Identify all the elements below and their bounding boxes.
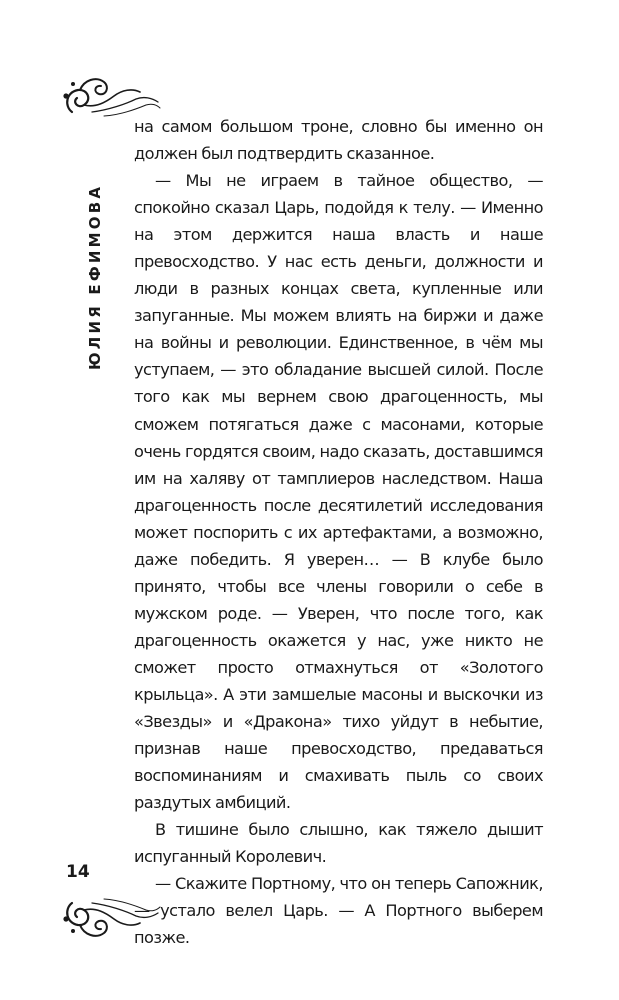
flourish-ornament-bottom [62,895,162,945]
page-number: 14 [66,862,90,882]
paragraph-4: — Скажите Портному, что он теперь Сапожник, — устало велел Царь. — А Портного выберем позже. [134,874,543,948]
author-name: ЮЛИЯ ЕФИМОВА [86,183,104,370]
text-body [134,113,543,951]
paragraph-2: — Мы не играем в тайное общество, — спокойно сказал Царь, подойдя к телу. — Именно на этом держится наша власть и наше превосходство. У нас есть деньги, должности и люди в разных концах света, купленные или запуганные. Мы можем влиять на биржи и даже на войны и революции. Единственное, в чём мы уступаем, — это обладание высшей силой. После того как мы вернем свою драгоценность, мы сможем потягаться даже с масонами, которые очень гордятся своим, надо сказать, доставшимся им на халяву от тамплиеров наследством. Наша драгоценность после десятилетий исследования может поспорить с их артефактами, а возможно, даже победить. Я уверен… — В клубе было принято, чтобы все члены говорили о себе в мужском роде. — Уверен, что после того, как драгоценность окажется у нас, уже никто не сможет просто отмахнуться от «Золотого крыльца». А эти замшелые масоны и выскочки из «Звезды» и «Дракона» тихо уйдут в небытие, признав наше превосходство, предаваться воспоминаниям и смахивать пыль со своих раздутых амбиций. [134,171,543,813]
paragraph-3: В тишине было слышно, как тяжело дышит испуганный Королевич. [134,820,543,867]
running-head [72,118,112,370]
paragraph-1: на самом большом троне, словно бы именно он должен был подтвердить сказанное. [134,117,543,164]
